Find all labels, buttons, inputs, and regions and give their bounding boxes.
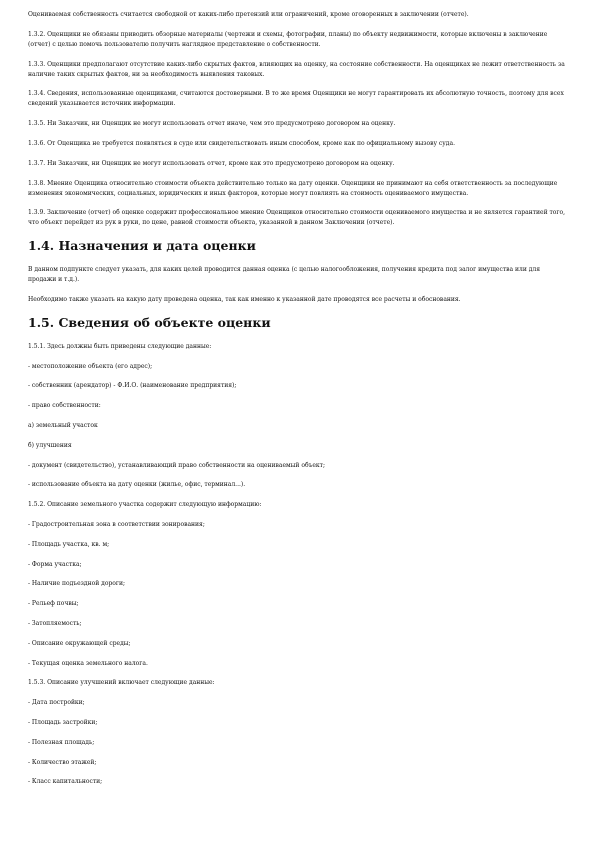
list-item: 1.5.3. Описание улучшений включает следующие данные: <box>28 679 215 687</box>
paragraph-1-3-1: Оцениваемая собственность считается свободной от каких-либо претензий или ограничений, кроме оговоренных в заключении (отчете). <box>28 11 469 18</box>
list-item: - Рельеф почвы; <box>28 600 79 608</box>
list-item: - Градостроительная зона в соответствии зонирования; <box>28 520 205 528</box>
list-item: 1.5.1. Здесь должны быть приведены следующие данные: <box>28 342 212 350</box>
list-item: 1.5.2. Описание земельного участка содержит следующую информацию: <box>28 501 262 509</box>
paragraph-1-3-8: 1.3.8. Мнение Оценщика относительно стоимости объекта действительно только на дату оценки. Оценщики не принимают на себя ответственность за последующие изменения экономических, социальных, юридических и иных факторов, которые могут повлиять на стоимость оцениваемого имущества. <box>28 179 558 197</box>
document-page <box>28 10 568 797</box>
list-item: - Площадь участка, кв. м; <box>28 540 110 548</box>
list-item: - документ (свидетельство), устанавливающий право собственности на оцениваемый объект; <box>28 461 326 469</box>
list-item: - Описание окружающей среды; <box>28 639 131 647</box>
list-item: - Дата постройки; <box>28 699 85 707</box>
section-heading-1-5: 1.5. Сведения об объекте оценки <box>28 314 271 330</box>
list-item: б) улучшения <box>28 441 72 449</box>
paragraph-1-3-9: 1.3.9. Заключение (отчет) об оценке содержит профессиональное мнение Оценщиков относительно стоимости оцениваемого имущества и не является гарантией того, что объект перейдет из рук в руки, по цене, равной стоимости объекта, указанной в данном Заключении (отчете). <box>28 209 566 227</box>
list-item: - Наличие подъездной дороги; <box>28 580 126 588</box>
list-item: - Форма участка; <box>28 560 82 568</box>
paragraph-1-4-purpose: В данном подпункте следует указать, для каких целей проводится данная оценка (с целью налогообложения, получения кредита под залог имущества или для продажи и т.д.). <box>28 266 541 284</box>
list-item: - Площадь застройки; <box>28 718 98 726</box>
list-item: - Полезная площадь; <box>28 738 95 746</box>
paragraph-1-3-2: 1.3.2. Оценщики не обязаны приводить обзорные материалы (чертежи и схемы, фотографии, планы) по объекту недвижимости, которые включены в заключение (отчет) с целью помочь пользователю получить наглядное представление о собственности. <box>28 30 548 48</box>
paragraph-1-3-4: 1.3.4. Сведения, использованные оценщиками, считаются достоверными. В то же время Оценщики не могут гарантировать их абсолютную точность, поэтому для всех сведений указывается источник информации. <box>28 90 564 108</box>
list-item: - собственник (арендатор) - Ф.И.О. (наименование предприятия); <box>28 382 237 390</box>
object-details-list <box>28 342 568 788</box>
list-item: - использование объекта на дату оценки (жилье, офис, терминал...). <box>28 481 246 489</box>
list-item: - местоположение объекта (его адрес); <box>28 362 153 370</box>
section-heading-1-4: 1.4. Назначения и дата оценки <box>28 238 256 254</box>
paragraph-1-4-date: Необходимо также указать на какую дату проведена оценка, так как именно к указанной дате проводятся все расчеты и обоснования. <box>28 295 461 303</box>
list-item: - Текущая оценка земельного налога. <box>28 659 148 667</box>
list-item: а) земельный участок <box>28 421 98 429</box>
list-item: - право собственности: <box>28 402 101 410</box>
paragraph-1-3-5: 1.3.5. Ни Заказчик, ни Оценщик не могут использовать отчет иначе, чем это предусмотрено договором на оценку. <box>28 120 396 128</box>
list-item: - Затопляемость; <box>28 619 82 627</box>
paragraph-1-3-7: 1.3.7. Ни Заказчик, ни Оценщик не могут использовать отчет, кроме как это предусмотрено договором на оценку. <box>28 159 395 167</box>
list-item: - Класс капитальности; <box>28 778 103 786</box>
paragraph-1-3-3: 1.3.3. Оценщики предполагают отсутствие каких-либо скрытых фактов, влияющих на оценку, на состояние собственности. На оценщиках не лежит ответственность за наличие таких скрытых фактов, ни за необходимость выявления таковых. <box>28 60 565 78</box>
list-item: - Количество этажей; <box>28 758 97 766</box>
paragraph-1-3-6: 1.3.6. От Оценщика не требуется появляться в суде или свидетельствовать иным способом, кроме как по официальному вызову суда. <box>28 139 455 147</box>
